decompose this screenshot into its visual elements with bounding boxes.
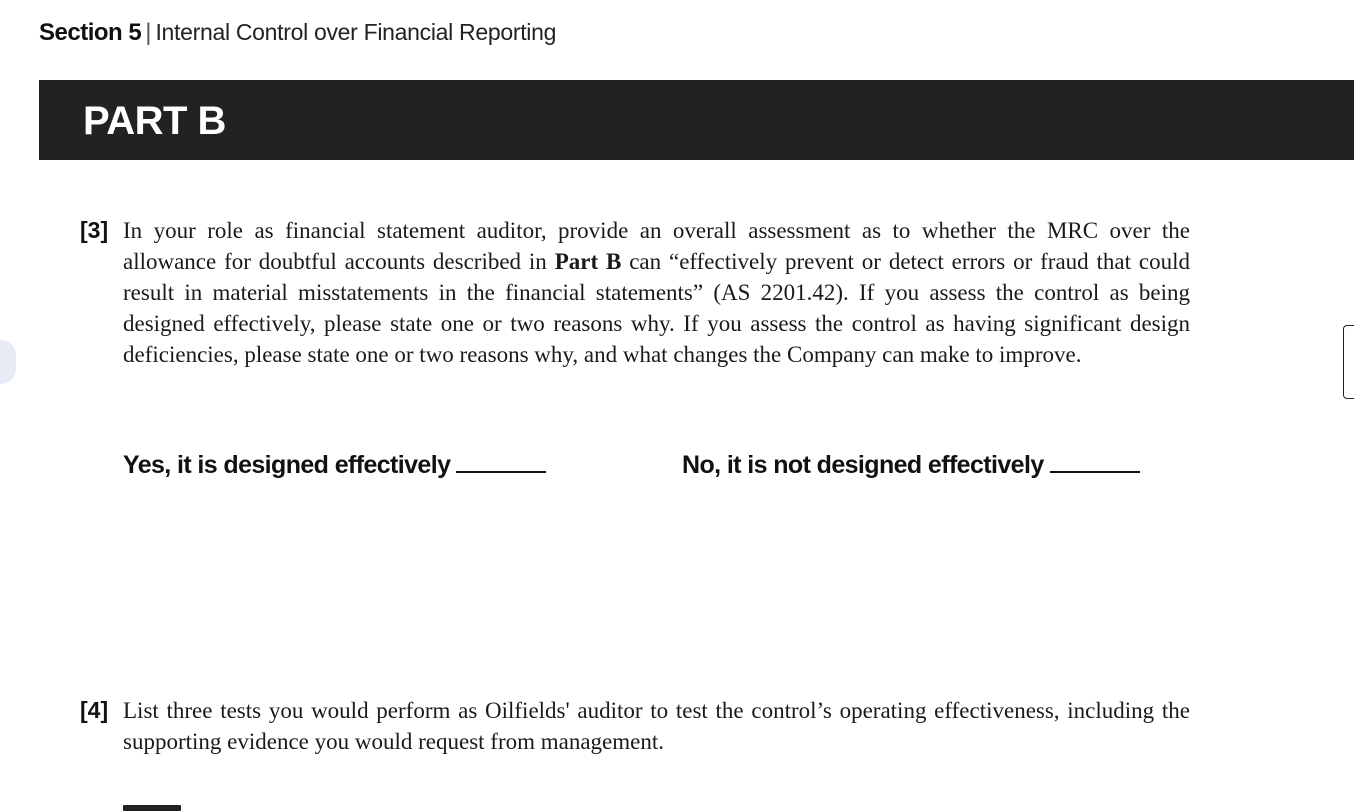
side-panel-tab[interactable] — [0, 340, 16, 384]
section-header — [39, 15, 556, 50]
question-text — [123, 215, 1190, 370]
question-3 — [80, 215, 1190, 370]
cut-off-text-glyphs — [123, 805, 181, 811]
question-number: [3] — [80, 217, 109, 243]
section-separator: | — [145, 19, 152, 46]
answer-no-blank[interactable] — [1050, 447, 1140, 473]
question-number: [4] — [80, 697, 109, 723]
section-title: Internal Control over Financial Reporting — [155, 19, 557, 45]
cut-off-text — [123, 799, 203, 811]
question-text-part-1: In your role as financial statement auditor, provide an overall assessment as to whether the MRC over the allowance for doubtful accounts described in — [123, 218, 1190, 274]
answer-yes-label: Yes, it is designed effectively — [123, 451, 451, 479]
question-text-emphasis: Part B — [554, 249, 622, 274]
answer-option-no — [682, 447, 1140, 482]
part-banner — [39, 80, 1354, 160]
side-scroll-widget[interactable] — [1343, 325, 1354, 399]
question-4 — [80, 695, 1190, 757]
question-text-part-2: can “effectively prevent or detect errors or fraud that could result in material misstatements in the financial statements” (AS 2201.42). If you assess the control as being designed effectively, please state one or two reasons why. If you assess the control as having significant design deficiencies, please state one or two reasons why, and what changes the Company can make to improve. — [123, 249, 1190, 367]
section-label: Section 5 — [39, 19, 142, 46]
answer-option-yes — [123, 447, 546, 482]
question-text: List three tests you would perform as Oilfields' auditor to test the control’s operating effectiveness, including the supporting evidence you would request from management. — [123, 698, 1190, 754]
answer-no-label: No, it is not designed effectively — [682, 451, 1044, 479]
part-title: PART B — [83, 99, 226, 143]
answer-yes-blank[interactable] — [456, 447, 546, 473]
